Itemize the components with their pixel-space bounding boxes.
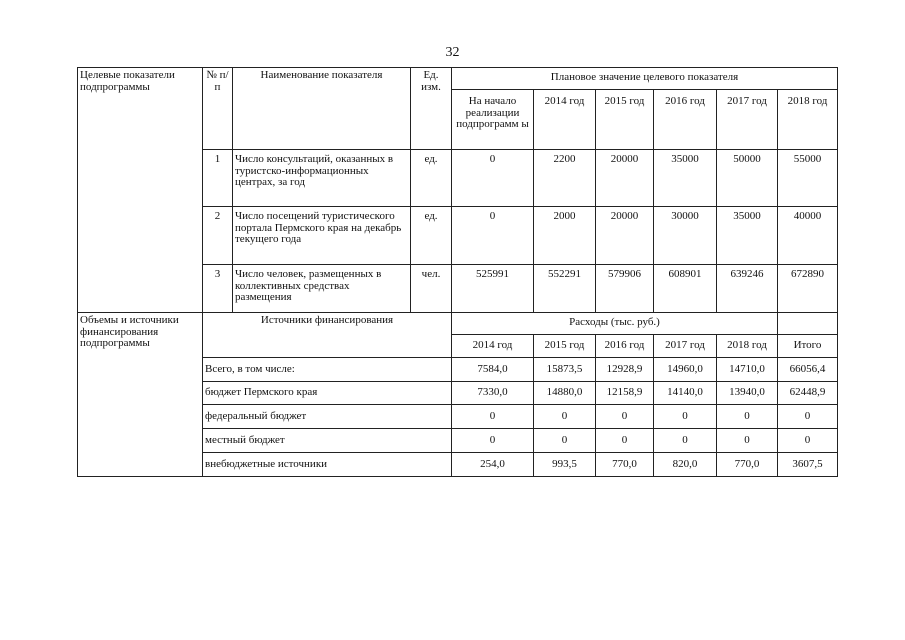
subprogram-passport-table [77,67,838,477]
header-year: 2014 год [452,335,534,358]
funding-value: 770,0 [717,453,778,477]
funding-value: 7330,0 [452,382,534,405]
header-year: 2017 год [717,90,778,150]
indicator-value: 0 [452,150,534,207]
indicator-unit: ед. [411,150,452,207]
funding-value: 0 [452,429,534,453]
indicator-value: 608901 [654,265,717,313]
indicator-name: Число человек, размещенных в коллективных средствах размещения [233,265,411,313]
funding-value: 12158,9 [596,382,654,405]
indicator-name: Число посещений туристического портала Пермского края на декабрь текущего года [233,207,411,265]
funding-value: 993,5 [534,453,596,477]
indicator-value: 35000 [717,207,778,265]
indicator-value: 0 [452,207,534,265]
indicator-value: 30000 [654,207,717,265]
indicator-value: 639246 [717,265,778,313]
funding-value: 0 [654,429,717,453]
header-year: 2018 год [717,335,778,358]
funding-value: 7584,0 [452,358,534,382]
funding-value: 0 [596,405,654,429]
header-plan-value: Плановое значение целевого показателя [452,68,838,90]
funding-value: 3607,5 [778,453,838,477]
indicator-unit: чел. [411,265,452,313]
section2-label: Объемы и источники финансирования подпрограммы [78,313,203,477]
funding-value: 14880,0 [534,382,596,405]
funding-value: 14960,0 [654,358,717,382]
header-indicator-name: Наименование показателя [233,68,411,150]
header-year: 2015 год [534,335,596,358]
funding-value: 14140,0 [654,382,717,405]
indicator-value: 40000 [778,207,838,265]
header-year: 2016 год [596,335,654,358]
header-year: 2014 год [534,90,596,150]
indicator-value: 2000 [534,207,596,265]
funding-value: 0 [534,405,596,429]
empty-cell [778,313,838,335]
funding-value: 770,0 [596,453,654,477]
funding-source-name: федеральный бюджет [203,405,452,429]
header-unit: Ед. изм. [411,68,452,150]
header-year: 2017 год [654,335,717,358]
indicator-value: 20000 [596,150,654,207]
indicator-value: 50000 [717,150,778,207]
indicator-value: 672890 [778,265,838,313]
row-num: 2 [203,207,233,265]
header-year: 2018 год [778,90,838,150]
indicator-value: 35000 [654,150,717,207]
page-number: 32 [445,45,460,60]
funding-value: 0 [654,405,717,429]
indicator-value: 552291 [534,265,596,313]
funding-value: 0 [717,405,778,429]
header-funding-sources: Источники финансирования [203,313,452,358]
row-num: 3 [203,265,233,313]
funding-source-name: местный бюджет [203,429,452,453]
funding-value: 820,0 [654,453,717,477]
header-num: № п/п [203,68,233,150]
funding-value: 0 [534,429,596,453]
header-year: 2016 год [654,90,717,150]
funding-value: 0 [778,429,838,453]
indicator-value: 2200 [534,150,596,207]
funding-value: 0 [778,405,838,429]
indicator-value: 55000 [778,150,838,207]
funding-value: 62448,9 [778,382,838,405]
funding-value: 14710,0 [717,358,778,382]
indicator-unit: ед. [411,207,452,265]
indicator-name: Число консультаций, оказанных в туристско-информационных центрах, за год [233,150,411,207]
funding-value: 15873,5 [534,358,596,382]
funding-value: 0 [717,429,778,453]
header-year: 2015 год [596,90,654,150]
funding-value: 0 [596,429,654,453]
section1-label: Целевые показатели подпрограммы [78,68,203,313]
header-year-start: На начало реализации подпрограмм ы [452,90,534,150]
indicator-value: 20000 [596,207,654,265]
header-expenses: Расходы (тыс. руб.) [452,313,778,335]
row-num: 1 [203,150,233,207]
funding-value: 66056,4 [778,358,838,382]
funding-value: 13940,0 [717,382,778,405]
funding-value: 12928,9 [596,358,654,382]
funding-value: 0 [452,405,534,429]
funding-source-name: Всего, в том числе: [203,358,452,382]
funding-source-name: бюджет Пермского края [203,382,452,405]
indicator-value: 525991 [452,265,534,313]
indicator-value: 579906 [596,265,654,313]
funding-source-name: внебюджетные источники [203,453,452,477]
funding-value: 254,0 [452,453,534,477]
header-total: Итого [778,335,838,358]
